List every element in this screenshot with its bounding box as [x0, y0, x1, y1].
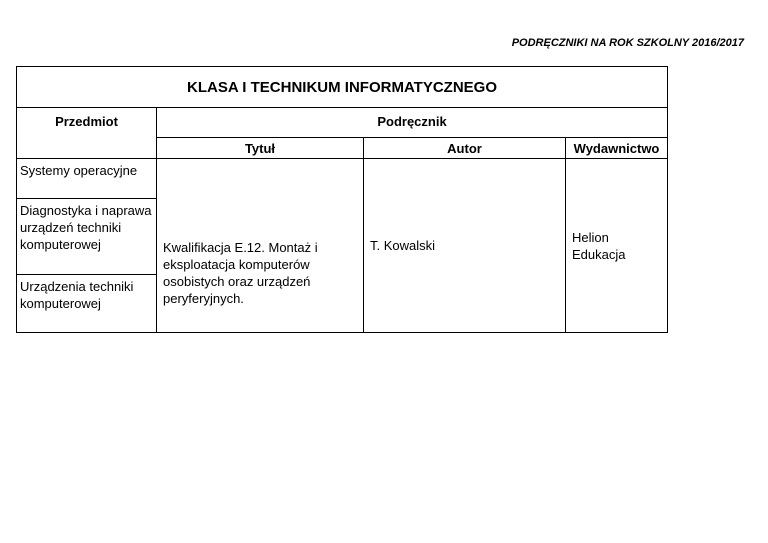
book-author-cell: T. Kowalski	[364, 159, 566, 333]
table-title: KLASA I TECHNIKUM INFORMATYCZNEGO	[17, 67, 668, 108]
publisher-header: Wydawnictwo	[566, 138, 668, 159]
textbook-table	[16, 66, 668, 333]
book-title-cell: Kwalifikacja E.12. Montaż i eksploatacja komputerów osobistych oraz urządzeń peryferyjnych.	[157, 159, 364, 333]
subject-cell: Diagnostyka i naprawa urządzeń techniki komputerowej	[17, 199, 157, 275]
textbook-header: Podręcznik	[157, 108, 668, 138]
title-header: Tytuł	[157, 138, 364, 159]
subject-cell: Urządzenia techniki komputerowej	[17, 275, 157, 333]
subject-header: Przedmiot	[17, 108, 157, 159]
subject-cell: Systemy operacyjne	[17, 159, 157, 199]
author-header: Autor	[364, 138, 566, 159]
page-header: PODRĘCZNIKI NA ROK SZKOLNY 2016/2017	[511, 37, 744, 49]
book-publisher-cell: Helion Edukacja	[566, 159, 668, 333]
